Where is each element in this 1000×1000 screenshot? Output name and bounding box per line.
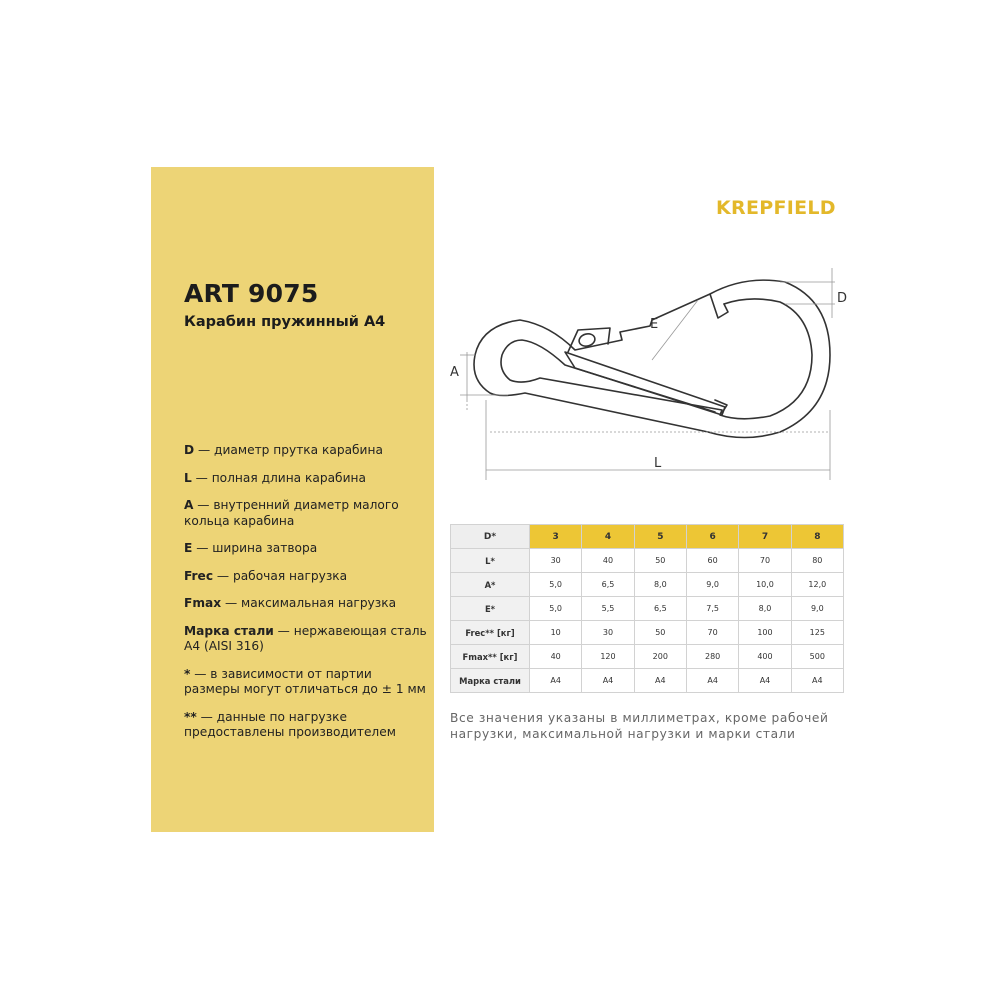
cell: A4 [634, 669, 686, 693]
cell: 6 [686, 525, 738, 549]
cell: 100 [739, 621, 791, 645]
cell: 280 [686, 645, 738, 669]
cell: 6,5 [634, 597, 686, 621]
spec-table [450, 524, 844, 693]
cell: 500 [791, 645, 843, 669]
cell: A4 [791, 669, 843, 693]
row-header: L* [451, 549, 530, 573]
dimension-label-l: L [654, 456, 662, 471]
table-row-a [451, 573, 844, 597]
cell: 10 [530, 621, 582, 645]
legend-item-load-source: ** — данные по нагрузке предоставлены производителем [184, 709, 396, 739]
legend-item-steel: Марка стали — нержавеющая сталь А4 (AISI 316) [184, 623, 427, 653]
units-note: Все значения указаны в миллиметрах, кроме рабочей нагрузки, максимальной нагрузки и марки стали [450, 711, 829, 741]
cell: 7 [739, 525, 791, 549]
legend-item-tolerance: * — в зависимости от партии размеры могут отличаться до ± 1 мм [184, 666, 426, 696]
carabiner-drawing [440, 260, 860, 500]
cell: 70 [686, 621, 738, 645]
legend-list [184, 443, 429, 753]
product-name: Карабин пружинный А4 [184, 314, 386, 330]
cell: 40 [530, 645, 582, 669]
legend-item-l: L — полная длина карабина [184, 470, 366, 485]
legend-item-d: D — диаметр прутка карабина [184, 443, 383, 457]
cell: 80 [791, 549, 843, 573]
cell: 5,5 [582, 597, 634, 621]
cell: 7,5 [686, 597, 738, 621]
cell: 9,0 [791, 597, 843, 621]
cell: 50 [634, 621, 686, 645]
legend-item-a: A — внутренний диаметр малого кольца карабина [184, 498, 399, 528]
dimension-label-e: E [650, 317, 659, 332]
cell: 120 [582, 645, 634, 669]
cell: 3 [530, 525, 582, 549]
cell: A4 [739, 669, 791, 693]
legend-item-fmax: Fmax — максимальная нагрузка [184, 596, 397, 610]
cell: A4 [582, 669, 634, 693]
cell: 9,0 [686, 573, 738, 597]
cell: 70 [739, 549, 791, 573]
cell: 6,5 [582, 573, 634, 597]
dimension-label-a: A [450, 365, 459, 380]
cell: 10,0 [739, 573, 791, 597]
table-row-d [451, 525, 844, 549]
cell: 8,0 [634, 573, 686, 597]
row-header: D* [451, 525, 530, 549]
table-row-e [451, 597, 844, 621]
cell: 50 [634, 549, 686, 573]
row-header: Марка стали [451, 669, 530, 693]
legend-item-frec: Frec — рабочая нагрузка [184, 568, 348, 583]
row-header: Frec** [кг] [451, 621, 530, 645]
cell: 12,0 [791, 573, 843, 597]
cell: 8 [791, 525, 843, 549]
info-panel [151, 167, 434, 832]
cell: A4 [686, 669, 738, 693]
brand-logo: KREPFIELD [716, 197, 836, 219]
table-row-frec [451, 621, 844, 645]
dimension-label-d: D [837, 291, 848, 306]
row-header: A* [451, 573, 530, 597]
cell: 400 [739, 645, 791, 669]
table-row-steel [451, 669, 844, 693]
table-row-fmax [451, 645, 844, 669]
cell: 125 [791, 621, 843, 645]
table-row-l [451, 549, 844, 573]
cell: 8,0 [739, 597, 791, 621]
cell: 5,0 [530, 573, 582, 597]
cell: 4 [582, 525, 634, 549]
product-article: ART 9075 [184, 279, 319, 308]
cell: 60 [686, 549, 738, 573]
row-header: E* [451, 597, 530, 621]
cell: 30 [530, 549, 582, 573]
cell: 5,0 [530, 597, 582, 621]
cell: 200 [634, 645, 686, 669]
cell: 30 [582, 621, 634, 645]
cell: A4 [530, 669, 582, 693]
cell: 5 [634, 525, 686, 549]
row-header: Fmax** [кг] [451, 645, 530, 669]
cell: 40 [582, 549, 634, 573]
legend-item-e: E — ширина затвора [184, 541, 318, 555]
